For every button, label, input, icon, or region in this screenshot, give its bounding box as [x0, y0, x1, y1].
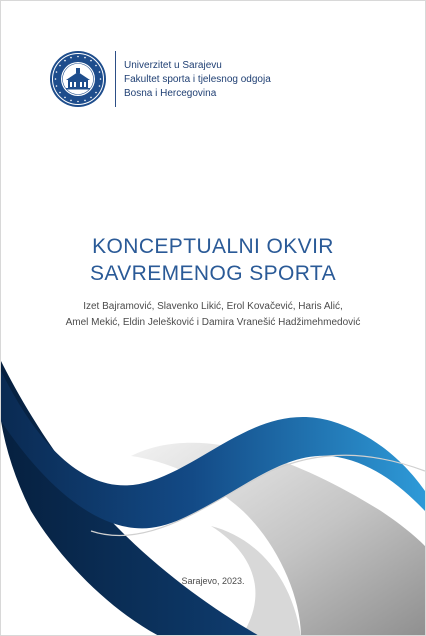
institution-faculty: Fakultet sporta i tjelesnog odgoja — [124, 73, 271, 85]
place-and-year: Sarajevo, 2023. — [181, 576, 245, 586]
authors-line-1: Izet Bajramović, Slavenko Likić, Erol Kovačević, Haris Alić, — [83, 301, 343, 312]
authors-line-2: Amel Mekić, Eldin Jelešković i Damira Vranešić Hadžimehmedović — [65, 317, 361, 328]
institution-header — [49, 50, 271, 108]
institution-text — [124, 59, 271, 100]
institution-country: Bosna i Hercegovina — [124, 87, 217, 99]
header-divider — [115, 51, 116, 107]
book-title-line-1: KONCEPTUALNI OKVIR — [92, 235, 334, 258]
institution-university: Univerzitet u Sarajevu — [124, 59, 222, 71]
decorative-wave-graphic — [1, 361, 425, 636]
book-title-line-2: SAVREMENOG SPORTA — [89, 262, 336, 285]
university-seal-icon — [49, 50, 107, 108]
